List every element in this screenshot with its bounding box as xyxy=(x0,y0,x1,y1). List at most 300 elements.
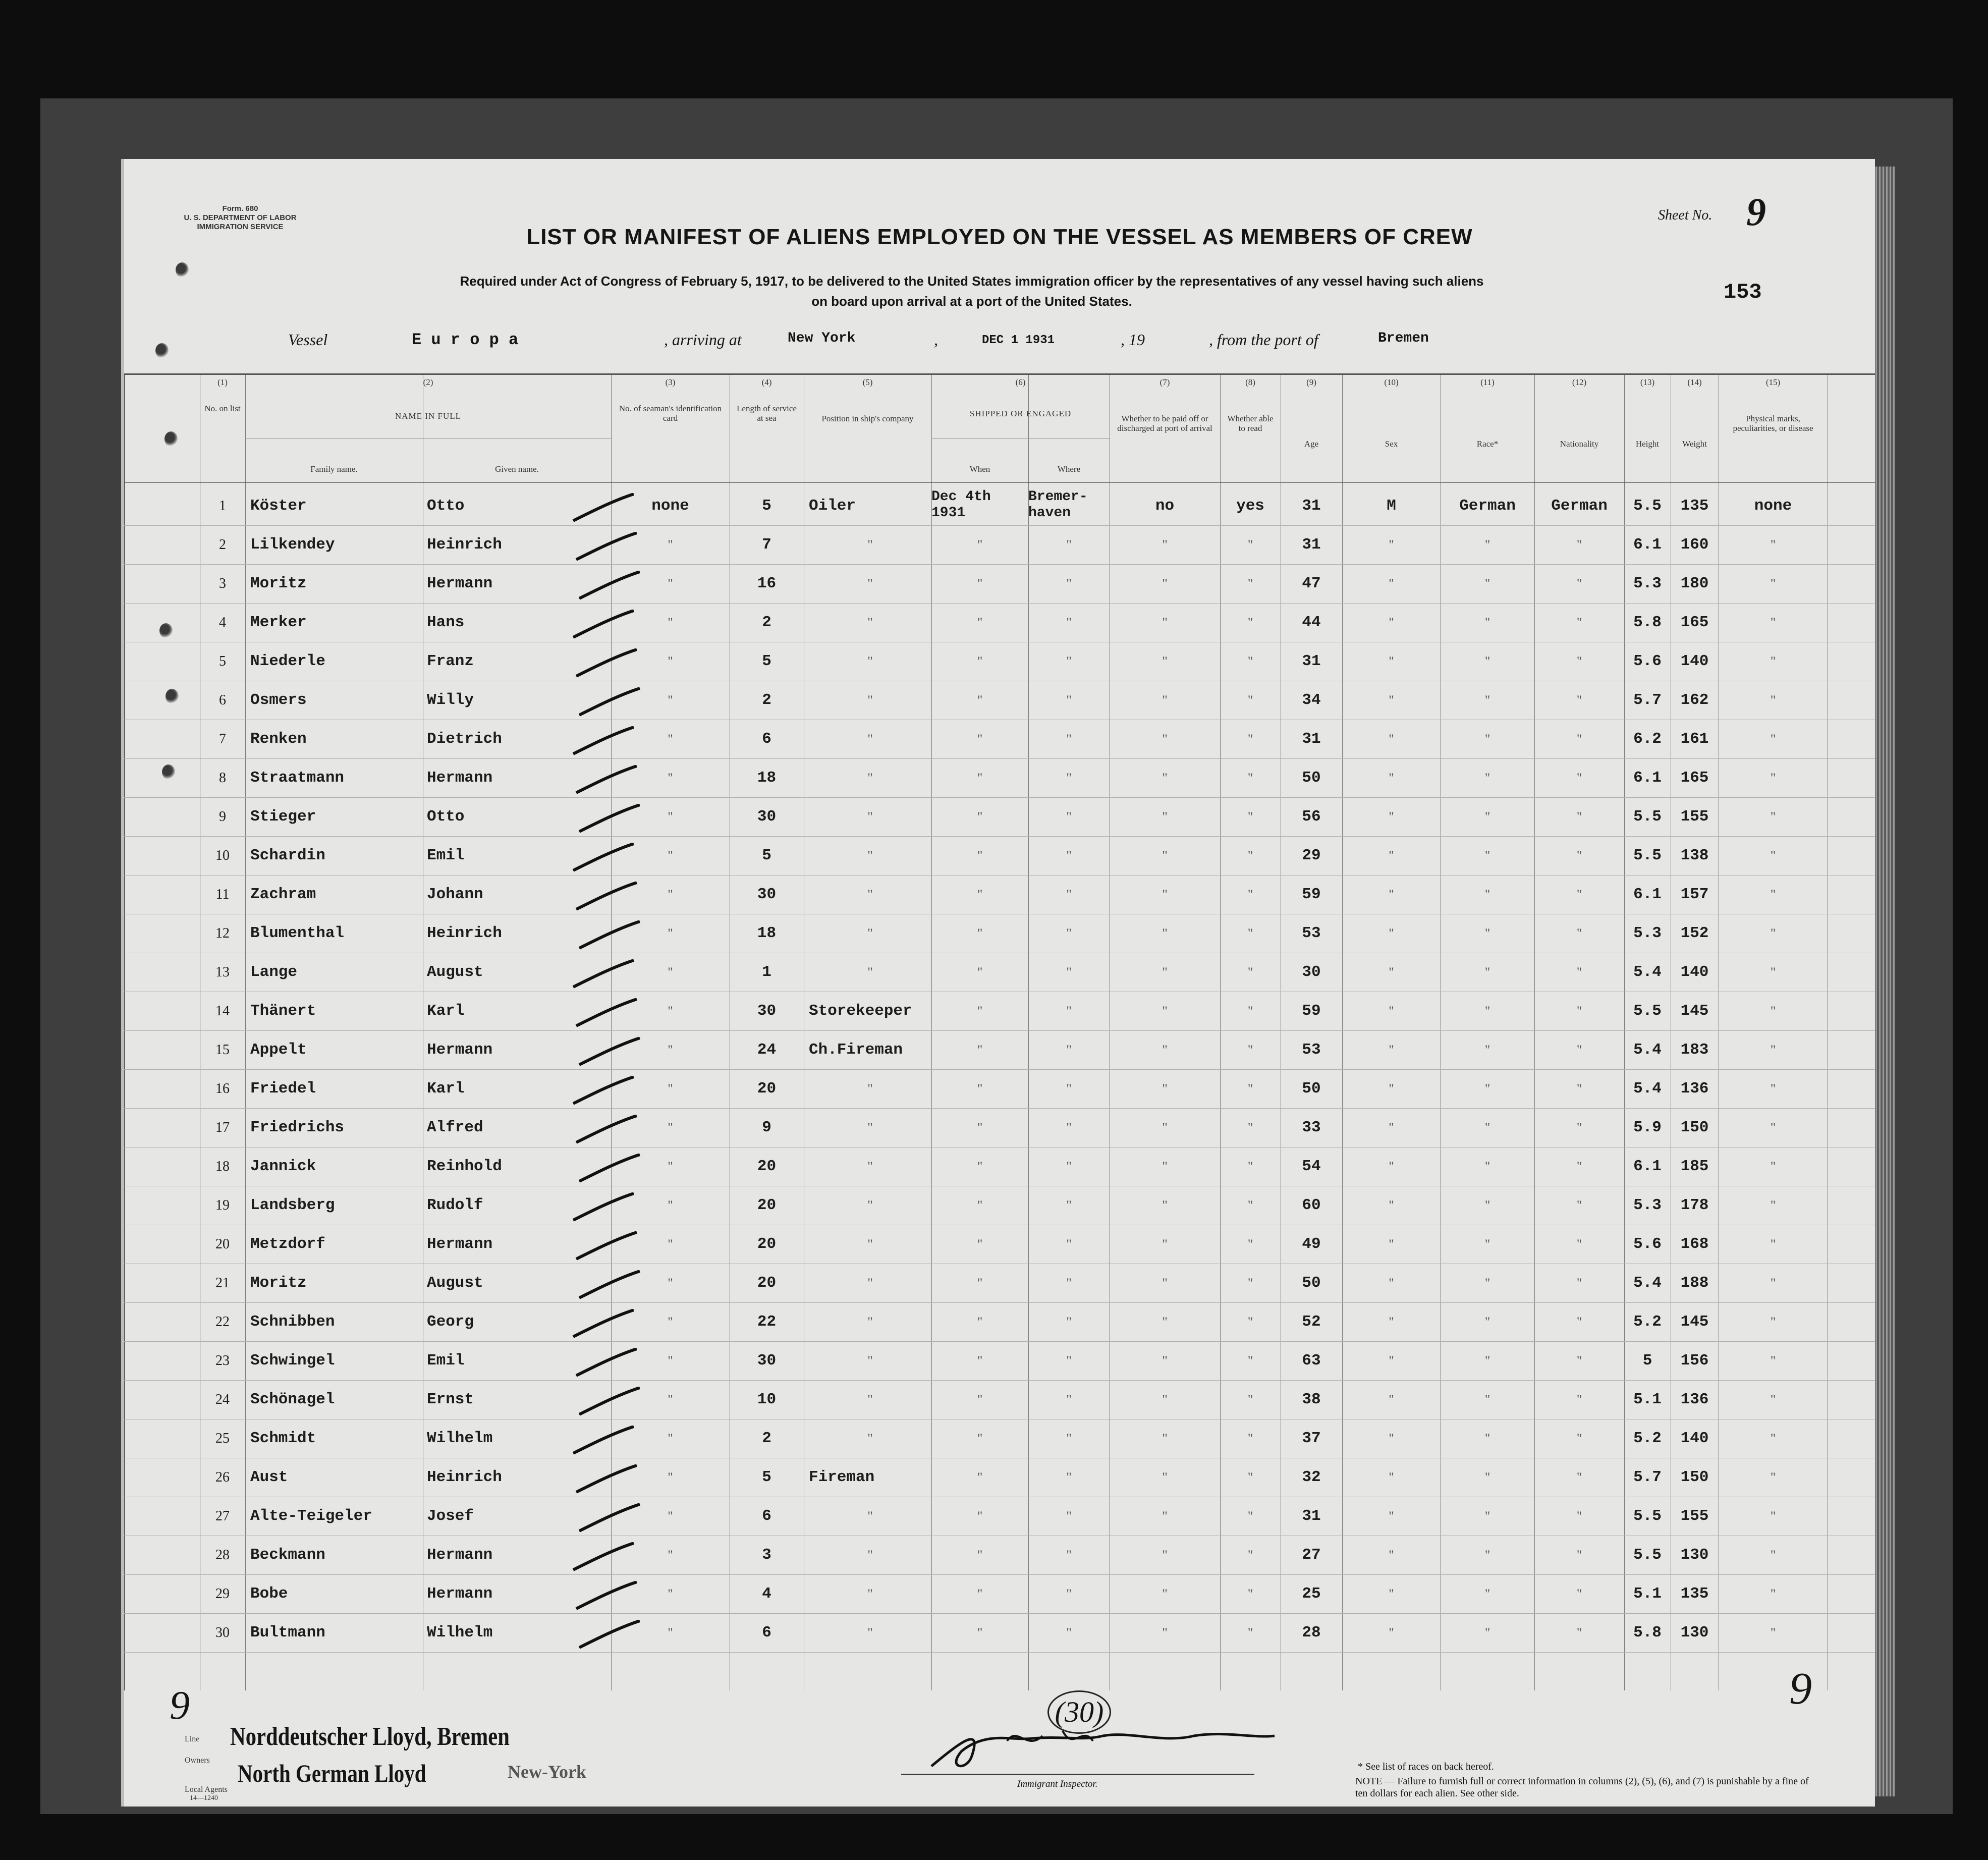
age-cell: 37 xyxy=(1302,1430,1321,1447)
physical-marks-ditto: " xyxy=(1770,576,1776,591)
row-number-cell: 2 xyxy=(219,537,226,553)
nationality-ditto: " xyxy=(1576,693,1582,707)
shipped-when-ditto: " xyxy=(977,537,983,552)
weight-cell: 161 xyxy=(1680,730,1709,748)
shipped-when-ditto: " xyxy=(977,1509,983,1523)
position-ditto: " xyxy=(867,809,873,824)
given-name-cell: Reinhold xyxy=(427,1158,502,1175)
given-name-cell: Karl xyxy=(427,1080,465,1098)
check-mark xyxy=(571,1348,642,1378)
age-cell: 31 xyxy=(1302,730,1321,748)
family-name-cell: Köster xyxy=(250,497,307,515)
family-name-cell: Osmers xyxy=(250,691,307,709)
paid-off-ditto: " xyxy=(1162,732,1168,746)
sex-ditto: " xyxy=(1389,965,1394,979)
age-cell: 31 xyxy=(1302,1507,1321,1525)
able-to-read-ditto: " xyxy=(1247,1625,1253,1640)
given-name-cell: Hans xyxy=(427,614,465,631)
fine-note: NOTE — Failure to furnish full or correct information in columns (2), (5), (6), and (7) is punishable by a fine of ten dollars for each alien. See other side. xyxy=(1355,1776,1809,1799)
weight-cell: 130 xyxy=(1680,1546,1709,1564)
race-ditto: " xyxy=(1484,1392,1490,1407)
table-row xyxy=(124,487,1875,525)
check-mark xyxy=(574,1620,645,1650)
agents-label: Local Agents xyxy=(185,1785,228,1794)
check-mark xyxy=(571,765,642,795)
family-name-cell: Stieger xyxy=(250,808,316,826)
sex-ditto: " xyxy=(1389,1043,1394,1057)
shipped-when-ditto: " xyxy=(977,654,983,669)
physical-marks-ditto: " xyxy=(1770,1004,1776,1018)
physical-marks-ditto: " xyxy=(1770,1315,1776,1329)
height-cell: 5.6 xyxy=(1633,1235,1662,1253)
header-when: When xyxy=(969,464,990,474)
family-name-cell: Schmidt xyxy=(250,1430,316,1447)
paid-off-ditto: " xyxy=(1162,1081,1168,1096)
able-to-read-ditto: " xyxy=(1247,693,1253,707)
nationality-ditto: " xyxy=(1576,1625,1582,1640)
sex-ditto: " xyxy=(1389,1120,1394,1135)
seaman-card-ditto: " xyxy=(668,926,673,941)
weight-cell: 135 xyxy=(1680,1585,1709,1603)
age-cell: 27 xyxy=(1302,1546,1321,1564)
able-to-read-ditto: " xyxy=(1247,1392,1253,1407)
line-label: Line xyxy=(185,1735,200,1743)
department-name: U. S. DEPARTMENT OF LABOR xyxy=(184,213,297,222)
height-cell: 5.3 xyxy=(1633,1196,1662,1214)
check-mark xyxy=(571,1231,642,1262)
age-cell: 30 xyxy=(1302,963,1321,981)
paid-off-cell: no xyxy=(1155,497,1175,515)
seaman-card-ditto: " xyxy=(668,1625,673,1640)
crew-manifest-table xyxy=(124,373,1875,1690)
family-name-cell: Alte-Teigeler xyxy=(250,1507,372,1525)
given-name-cell: Josef xyxy=(427,1507,474,1525)
physical-marks-ditto: " xyxy=(1770,615,1776,630)
manifest-page xyxy=(121,159,1875,1807)
form-code: 14—1240 xyxy=(190,1794,218,1802)
family-name-cell: Bobe xyxy=(250,1585,288,1603)
weight-cell: 162 xyxy=(1680,691,1709,709)
sheet-number: 9 xyxy=(1746,190,1766,234)
physical-marks-cell: none xyxy=(1754,497,1792,515)
table-row xyxy=(124,1536,1875,1574)
physical-marks-ditto: " xyxy=(1770,1043,1776,1057)
seaman-card-ditto: " xyxy=(668,1198,673,1213)
race-ditto: " xyxy=(1484,615,1490,630)
check-mark xyxy=(568,1309,639,1339)
check-mark xyxy=(571,532,642,562)
header-height: Height xyxy=(1635,439,1660,449)
shipped-when-ditto: " xyxy=(977,1353,983,1368)
shipped-when-ditto: " xyxy=(977,576,983,591)
seaman-card-ditto: " xyxy=(668,1081,673,1096)
physical-marks-ditto: " xyxy=(1770,1353,1776,1368)
able-to-read-ditto: " xyxy=(1247,1237,1253,1251)
race-ditto: " xyxy=(1484,693,1490,707)
weight-cell: 183 xyxy=(1680,1041,1709,1059)
shipped-where-ditto: " xyxy=(1066,1198,1072,1213)
position-ditto: " xyxy=(867,1548,873,1562)
age-cell: 53 xyxy=(1302,1041,1321,1059)
row-number-cell: 8 xyxy=(219,770,226,786)
height-cell: 6.1 xyxy=(1633,536,1662,554)
sex-ditto: " xyxy=(1389,1237,1394,1251)
seaman-card-ditto: " xyxy=(668,809,673,824)
weight-cell: 160 xyxy=(1680,536,1709,554)
family-name-cell: Jannick xyxy=(250,1158,316,1175)
row-number-cell: 7 xyxy=(219,731,226,747)
nationality-ditto: " xyxy=(1576,1081,1582,1096)
able-to-read-ditto: " xyxy=(1247,732,1253,746)
able-to-read-ditto: " xyxy=(1247,887,1253,902)
physical-marks-ditto: " xyxy=(1770,693,1776,707)
height-cell: 5.5 xyxy=(1633,1002,1662,1020)
given-name-cell: Ernst xyxy=(427,1391,474,1408)
batch-count: (30) xyxy=(1047,1690,1111,1734)
height-cell: 5.4 xyxy=(1633,1041,1662,1059)
row-number-cell: 17 xyxy=(215,1120,230,1135)
race-ditto: " xyxy=(1484,654,1490,669)
height-cell: 5.5 xyxy=(1633,847,1662,864)
height-cell: 5 xyxy=(1642,1352,1652,1370)
paid-off-ditto: " xyxy=(1162,1198,1168,1213)
arrival-port: New York xyxy=(788,331,856,346)
race-ditto: " xyxy=(1484,965,1490,979)
table-row xyxy=(124,1458,1875,1497)
seaman-card-ditto: " xyxy=(668,1120,673,1135)
sex-cell: M xyxy=(1387,497,1396,515)
check-mark xyxy=(568,610,639,640)
sex-ditto: " xyxy=(1389,809,1394,824)
sex-ditto: " xyxy=(1389,1004,1394,1018)
weight-cell: 138 xyxy=(1680,847,1709,864)
able-to-read-ditto: " xyxy=(1247,965,1253,979)
seaman-card-cell: none xyxy=(651,497,689,515)
row-number-cell: 16 xyxy=(215,1081,230,1097)
physical-marks-ditto: " xyxy=(1770,1548,1776,1562)
check-mark xyxy=(568,1426,639,1456)
table-row xyxy=(124,1186,1875,1225)
nationality-ditto: " xyxy=(1576,887,1582,902)
physical-marks-ditto: " xyxy=(1770,1587,1776,1601)
shipped-when-ditto: " xyxy=(977,771,983,785)
check-mark xyxy=(568,1076,639,1106)
able-to-read-ditto: " xyxy=(1247,1004,1253,1018)
physical-marks-ditto: " xyxy=(1770,771,1776,785)
row-number-cell: 22 xyxy=(215,1314,230,1330)
shipped-where-ditto: " xyxy=(1066,887,1072,902)
age-cell: 54 xyxy=(1302,1158,1321,1175)
shipped-where-cell: Bremer- haven xyxy=(1028,489,1088,521)
height-cell: 5.8 xyxy=(1633,614,1662,631)
shipped-where-ditto: " xyxy=(1066,1159,1072,1174)
nationality-ditto: " xyxy=(1576,1004,1582,1018)
height-cell: 5.1 xyxy=(1633,1585,1662,1603)
nationality-ditto: " xyxy=(1576,732,1582,746)
paid-off-ditto: " xyxy=(1162,771,1168,785)
shipped-where-ditto: " xyxy=(1066,1004,1072,1018)
given-name-cell: Dietrich xyxy=(427,730,502,748)
physical-marks-ditto: " xyxy=(1770,1081,1776,1096)
sex-ditto: " xyxy=(1389,1276,1394,1290)
height-cell: 5.5 xyxy=(1633,497,1662,515)
seaman-card-ditto: " xyxy=(668,1509,673,1523)
check-mark xyxy=(574,1503,645,1534)
race-ditto: " xyxy=(1484,1625,1490,1640)
service-length-cell: 30 xyxy=(757,1002,777,1020)
year-label: , 19 xyxy=(1121,331,1145,349)
seaman-card-ditto: " xyxy=(668,965,673,979)
paid-off-ditto: " xyxy=(1162,1159,1168,1174)
table-row xyxy=(124,1070,1875,1108)
table-row xyxy=(124,681,1875,720)
sex-ditto: " xyxy=(1389,1159,1394,1174)
service-length-cell: 5 xyxy=(762,497,771,515)
physical-marks-ditto: " xyxy=(1770,1276,1776,1290)
col-num-9: (9) xyxy=(1306,377,1316,387)
header-no-on-list: No. on list xyxy=(204,404,241,413)
shipped-where-ditto: " xyxy=(1066,1470,1072,1485)
seaman-card-ditto: " xyxy=(668,615,673,630)
service-length-cell: 18 xyxy=(757,924,777,942)
service-length-cell: 5 xyxy=(762,652,771,670)
seaman-card-ditto: " xyxy=(668,732,673,746)
shipped-where-ditto: " xyxy=(1066,732,1072,746)
age-cell: 50 xyxy=(1302,1274,1321,1292)
row-number-cell: 29 xyxy=(215,1586,230,1602)
header-race: Race* xyxy=(1476,439,1499,449)
race-ditto: " xyxy=(1484,887,1490,902)
paid-off-ditto: " xyxy=(1162,926,1168,941)
given-name-cell: Hermann xyxy=(427,1585,493,1603)
shipped-where-ditto: " xyxy=(1066,1548,1072,1562)
age-cell: 63 xyxy=(1302,1352,1321,1370)
age-cell: 53 xyxy=(1302,924,1321,942)
check-mark xyxy=(571,1464,642,1495)
col-num-4: (4) xyxy=(761,377,772,387)
table-row xyxy=(124,720,1875,758)
table-row xyxy=(124,604,1875,642)
paid-off-ditto: " xyxy=(1162,537,1168,552)
able-to-read-ditto: " xyxy=(1247,1353,1253,1368)
seaman-card-ditto: " xyxy=(668,537,673,552)
position-ditto: " xyxy=(867,926,873,941)
table-row xyxy=(124,992,1875,1030)
shipped-where-ditto: " xyxy=(1066,537,1072,552)
table-row xyxy=(124,1264,1875,1302)
age-cell: 59 xyxy=(1302,1002,1321,1020)
row-number-cell: 20 xyxy=(215,1236,230,1252)
physical-marks-ditto: " xyxy=(1770,732,1776,746)
given-name-cell: Hermann xyxy=(427,769,493,787)
given-name-cell: Emil xyxy=(427,847,465,864)
given-name-cell: Karl xyxy=(427,1002,465,1020)
header-where: Where xyxy=(1057,464,1081,474)
weight-cell: 155 xyxy=(1680,1507,1709,1525)
table-row xyxy=(124,1109,1875,1147)
owners-label: Owners xyxy=(185,1756,210,1765)
service-length-cell: 24 xyxy=(757,1041,777,1059)
stacked-page-edges xyxy=(1872,167,1895,1796)
paid-off-ditto: " xyxy=(1162,1004,1168,1018)
nationality-ditto: " xyxy=(1576,537,1582,552)
header-sex: Sex xyxy=(1385,439,1398,449)
shipped-where-ditto: " xyxy=(1066,1120,1072,1135)
table-row xyxy=(124,759,1875,797)
able-to-read-ditto: " xyxy=(1247,848,1253,863)
position-ditto: " xyxy=(867,1625,873,1640)
sex-ditto: " xyxy=(1389,1625,1394,1640)
header-weight: Weight xyxy=(1682,439,1707,449)
service-length-cell: 6 xyxy=(762,730,771,748)
sex-ditto: " xyxy=(1389,1470,1394,1485)
weight-cell: 178 xyxy=(1680,1196,1709,1214)
height-cell: 5.1 xyxy=(1633,1391,1662,1408)
sex-ditto: " xyxy=(1389,771,1394,785)
sex-ditto: " xyxy=(1389,615,1394,630)
shipped-when-ditto: " xyxy=(977,1198,983,1213)
paid-off-ditto: " xyxy=(1162,1587,1168,1601)
race-ditto: " xyxy=(1484,1587,1490,1601)
row-number-cell: 19 xyxy=(215,1197,230,1213)
position-ditto: " xyxy=(867,1237,873,1251)
col-num-10: (10) xyxy=(1384,377,1399,387)
table-row xyxy=(124,642,1875,681)
age-cell: 50 xyxy=(1302,1080,1321,1098)
paid-off-ditto: " xyxy=(1162,576,1168,591)
row-number-cell: 13 xyxy=(215,964,230,980)
page-subtitle xyxy=(336,271,1608,311)
sex-ditto: " xyxy=(1389,1431,1394,1446)
position-ditto: " xyxy=(867,965,873,979)
position-ditto: " xyxy=(867,848,873,863)
sex-ditto: " xyxy=(1389,654,1394,669)
family-name-cell: Schardin xyxy=(250,847,325,864)
height-cell: 5.5 xyxy=(1633,1507,1662,1525)
age-cell: 38 xyxy=(1302,1391,1321,1408)
check-mark xyxy=(571,882,642,912)
seaman-card-ditto: " xyxy=(668,1237,673,1251)
physical-marks-ditto: " xyxy=(1770,1237,1776,1251)
race-ditto: " xyxy=(1484,771,1490,785)
check-mark xyxy=(568,1542,639,1572)
able-to-read-ditto: " xyxy=(1247,1587,1253,1601)
service-length-cell: 9 xyxy=(762,1119,771,1136)
race-cell: German xyxy=(1459,497,1516,515)
table-row xyxy=(124,876,1875,914)
physical-marks-ditto: " xyxy=(1770,1625,1776,1640)
weight-cell: 156 xyxy=(1680,1352,1709,1370)
check-mark xyxy=(568,1192,639,1223)
height-cell: 5.3 xyxy=(1633,924,1662,942)
nationality-ditto: " xyxy=(1576,1431,1582,1446)
family-name-cell: Beckmann xyxy=(250,1546,325,1564)
family-name-cell: Landsberg xyxy=(250,1196,335,1214)
service-length-cell: 22 xyxy=(757,1313,777,1331)
service-length-cell: 2 xyxy=(762,614,771,631)
header-age: Age xyxy=(1304,439,1319,449)
family-name-cell: Appelt xyxy=(250,1041,307,1059)
service-length-cell: 30 xyxy=(757,886,777,903)
weight-cell: 152 xyxy=(1680,924,1709,942)
paid-off-ditto: " xyxy=(1162,1315,1168,1329)
race-ditto: " xyxy=(1484,1431,1490,1446)
service-length-cell: 1 xyxy=(762,963,771,981)
height-cell: 5.2 xyxy=(1633,1313,1662,1331)
inspector-signature xyxy=(901,1721,1285,1776)
nationality-ditto: " xyxy=(1576,965,1582,979)
vessel-name: E u r o p a xyxy=(412,331,519,349)
nationality-ditto: " xyxy=(1576,1276,1582,1290)
age-cell: 31 xyxy=(1302,536,1321,554)
able-to-read-ditto: " xyxy=(1247,1315,1253,1329)
race-ditto: " xyxy=(1484,1315,1490,1329)
shipped-when-ditto: " xyxy=(977,809,983,824)
sex-ditto: " xyxy=(1389,1315,1394,1329)
position-ditto: " xyxy=(867,1431,873,1446)
race-ditto: " xyxy=(1484,1548,1490,1562)
race-ditto: " xyxy=(1484,1470,1490,1485)
paid-off-ditto: " xyxy=(1162,848,1168,863)
header-family-name: Family name. xyxy=(310,464,358,474)
sex-ditto: " xyxy=(1389,693,1394,707)
table-row xyxy=(124,1497,1875,1536)
age-cell: 25 xyxy=(1302,1585,1321,1603)
seaman-card-ditto: " xyxy=(668,1470,673,1485)
service-length-cell: 18 xyxy=(757,769,777,787)
weight-cell: 185 xyxy=(1680,1158,1709,1175)
race-ditto: " xyxy=(1484,537,1490,552)
family-name-cell: Niederle xyxy=(250,652,325,670)
vessel-label: Vessel xyxy=(288,331,328,349)
seaman-card-ditto: " xyxy=(668,576,673,591)
position-cell: Oiler xyxy=(809,497,856,515)
header-paid-off: Whether to be paid off or discharged at port of arrival xyxy=(1117,414,1212,433)
sex-ditto: " xyxy=(1389,1081,1394,1096)
shipped-when-ditto: " xyxy=(977,1548,983,1562)
seaman-card-ditto: " xyxy=(668,1276,673,1290)
paid-off-ditto: " xyxy=(1162,615,1168,630)
family-name-cell: Blumenthal xyxy=(250,924,345,942)
seaman-card-ditto: " xyxy=(668,1431,673,1446)
service-length-cell: 16 xyxy=(757,575,777,592)
given-name-cell: Heinrich xyxy=(427,924,502,942)
manifest-footer xyxy=(124,1690,1875,1807)
table-row xyxy=(124,1225,1875,1264)
position-ditto: " xyxy=(867,615,873,630)
seaman-card-ditto: " xyxy=(668,887,673,902)
physical-marks-ditto: " xyxy=(1770,537,1776,552)
header-position: Position in ship's company xyxy=(821,414,914,423)
check-mark xyxy=(568,493,639,523)
check-mark xyxy=(568,959,639,990)
physical-marks-ditto: " xyxy=(1770,887,1776,902)
shipped-when-ditto: " xyxy=(977,615,983,630)
position-cell: Storekeeper xyxy=(809,1002,912,1020)
service-length-cell: 2 xyxy=(762,691,771,709)
arriving-label: , arriving at xyxy=(664,331,742,349)
age-cell: 28 xyxy=(1302,1624,1321,1642)
physical-marks-ditto: " xyxy=(1770,1120,1776,1135)
row-number-cell: 28 xyxy=(215,1547,230,1563)
paid-off-ditto: " xyxy=(1162,654,1168,669)
race-ditto: " xyxy=(1484,1198,1490,1213)
table-row xyxy=(124,1381,1875,1419)
shipped-where-ditto: " xyxy=(1066,1509,1072,1523)
nationality-ditto: " xyxy=(1576,1198,1582,1213)
position-ditto: " xyxy=(867,1081,873,1096)
height-cell: 5.4 xyxy=(1633,1274,1662,1292)
